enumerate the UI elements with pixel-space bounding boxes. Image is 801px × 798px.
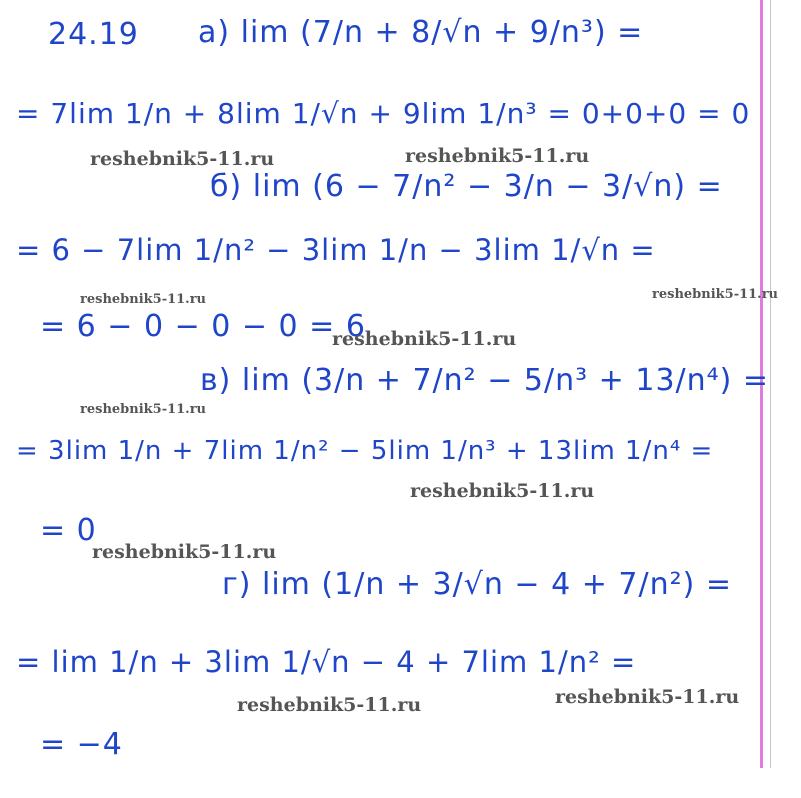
problem-number: 24.19 (48, 17, 139, 52)
line-b-sol: = 6 − 7lim 1/n² − 3lim 1/n − 3lim 1/√n = (16, 233, 656, 267)
line-b-task: б) lim (6 − 7/n² − 3/n − 3/√n) = (210, 169, 723, 204)
line-a-sol: = 7lim 1/n + 8lim 1/√n + 9lim 1/n³ = 0+0+0 = 0 (16, 97, 751, 130)
line-a-task: а) lim (7/n + 8/√n + 9/n³) = (198, 15, 644, 50)
watermark: reshebnik5-11.ru (652, 287, 779, 302)
watermark: reshebnik5-11.ru (237, 694, 422, 716)
line-b-res: = 6 − 0 − 0 − 0 = 6 (40, 309, 366, 344)
watermark: reshebnik5-11.ru (405, 145, 590, 167)
watermark: reshebnik5-11.ru (555, 686, 740, 708)
watermark: reshebnik5-11.ru (80, 402, 207, 417)
margin-line-secondary (770, 0, 771, 768)
line-c-sol: = 3lim 1/n + 7lim 1/n² − 5lim 1/n³ + 13lim 1/n⁴ = (16, 436, 714, 466)
line-c-res: = 0 (40, 513, 97, 548)
watermark: reshebnik5-11.ru (410, 480, 595, 502)
line-d-sol: = lim 1/n + 3lim 1/√n − 4 + 7lim 1/n² = (16, 645, 637, 679)
watermark: reshebnik5-11.ru (90, 148, 275, 170)
line-d-res: = −4 (40, 727, 123, 762)
watermark: reshebnik5-11.ru (332, 328, 517, 350)
line-c-task: в) lim (3/n + 7/n² − 5/n³ + 13/n⁴) = (200, 363, 770, 398)
watermark: reshebnik5-11.ru (80, 292, 207, 307)
line-d-task: г) lim (1/n + 3/√n − 4 + 7/n²) = (222, 567, 732, 602)
watermark: reshebnik5-11.ru (92, 541, 277, 563)
